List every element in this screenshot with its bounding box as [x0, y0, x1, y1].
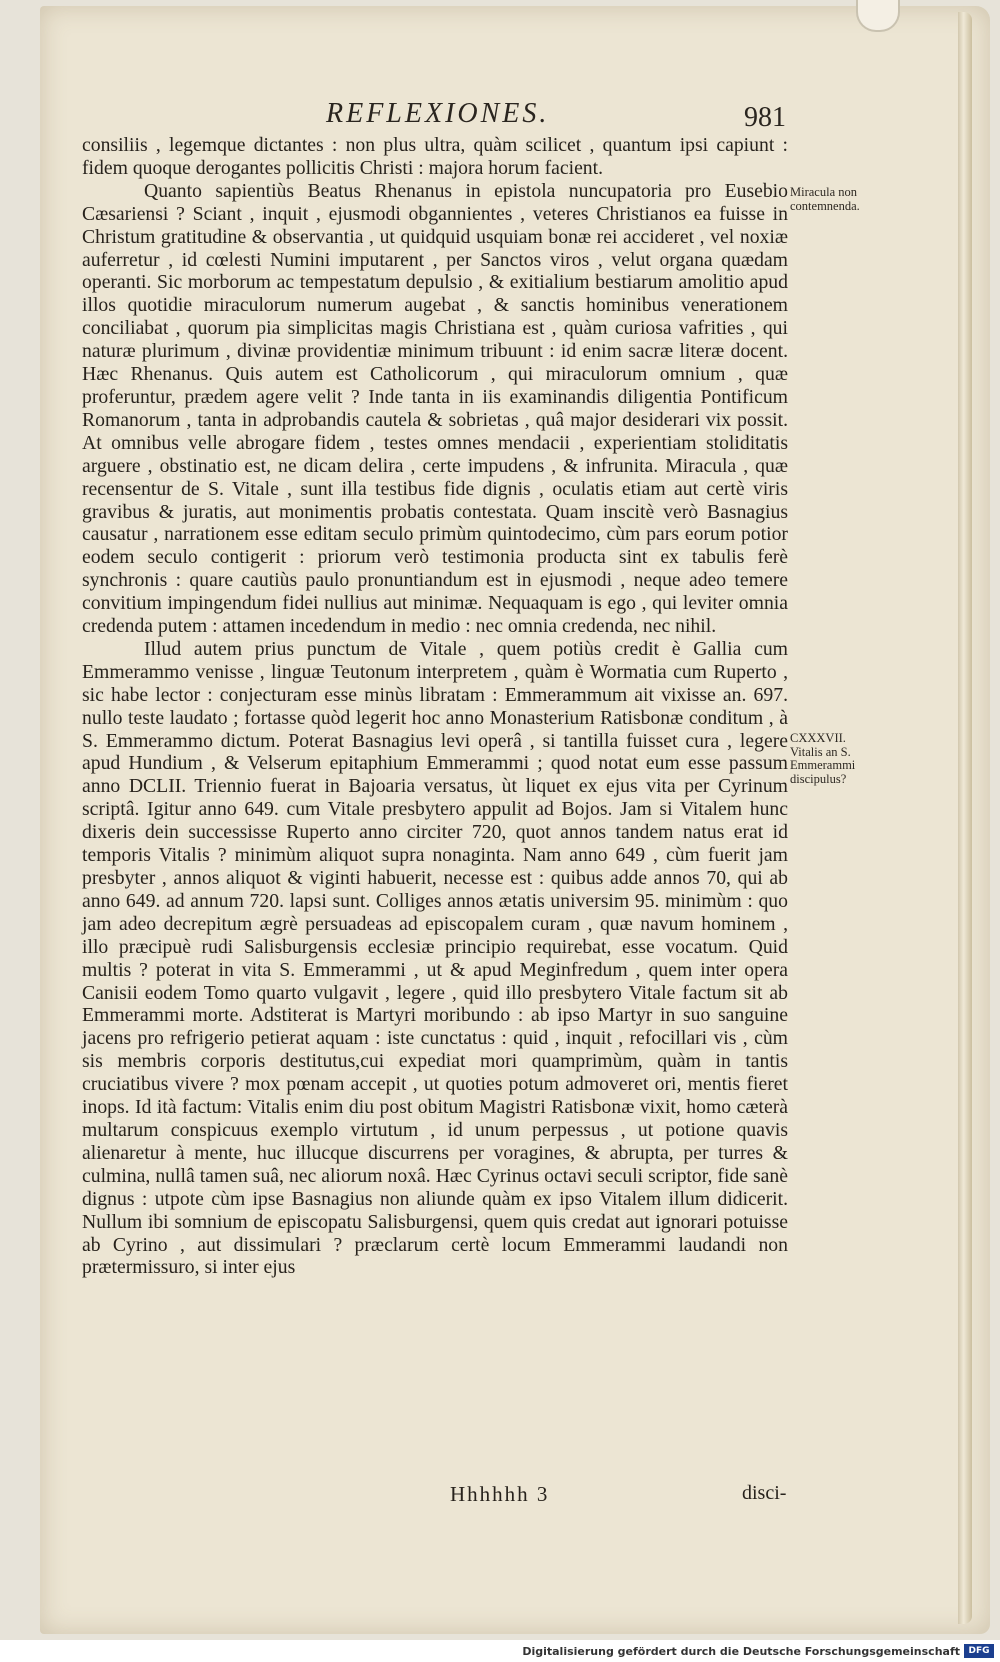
- digitization-footer: [0, 1640, 1000, 1662]
- page-edge: [958, 12, 972, 1624]
- paragraph: consiliis , legemque dictantes : non plus ultra, quàm scilicet , quantum ipsi capiunt : fidem quoque derogantes pollicitis Christi : majora horum facient.: [82, 134, 788, 179]
- catchword: disci-: [742, 1482, 787, 1504]
- running-head: REFLEXIONES.: [326, 98, 550, 129]
- dfg-logo: DFG: [964, 1644, 994, 1658]
- signature-mark: Hhhhhh 3: [450, 1482, 550, 1506]
- credit-text: Digitalisierung gefördert durch die Deutsche Forschungsgemeinschaft: [522, 1645, 960, 1658]
- margin-note: CXXXVII. Vitalis an S. Emmerammi discipulus?: [790, 731, 856, 786]
- page-number: 981: [744, 102, 786, 133]
- paragraph: Illud autem prius punctum de Vitale , quem potiùs credit è Gallia cum Emmerammo venisse , linguæ Teutonum interpretem , quàm è Wormatia cum Ruperto , sic habe lector : conjecturam esse minùs libratam : Emmerammum ait vixisse an. 697. nullo teste laudato ; fortasse quòd legerit hoc anno Monasterium Ratisbonæ conditum , à S. Emmerammo dictum. Poterat Basnagius levi operâ , si tantilla fuisset cura , legere apud Hundium , & Velserum epitaphium Emmerammi ; quod notat eum esse passum anno DCLII. Triennio fuerat in Bajoaria versatus, ùt liquet ex ejus vita per Cyrinum scriptâ. Igitur anno 649. cum Vitale presbytero appulit ad Bojos. Jam si Vitalem hunc dixeris dein successisse Ruperto anno circiter 720, quot annos tandem natus erat id temporis Vitalis ? minimùm aliquot supra nonaginta. Nam anno 649 , cùm fuerit jam presbyter , annos aliquot & viginti habuerit, necesse est : quibus adde annos 70, qui ab anno 649. ad annum 720. lapsi sunt. Colliges annos ætatis universim 95. minimùm : quo jam adeo decrepitum ægrè persuadeas ad episcopalem curam , quæ navum hominem , illo præcipuè rudi Salisburgensis ecclesiæ principio requirebat, esse vocatum. Quid multis ? poterat in vita S. Emmerammi , ut & apud Meginfredum , quem inter opera Canisii eodem Tomo quarto vulgavit , legere , quid illo presbytero Vitale factum sit ab Emmerammi morte. Adstiterat is Martyri moribundo : ab ipso Martyr in suo sanguine jacens pro refrigerio petierat aquam : iste cunctatus : quid , inquit , refocillari vis , cùm sis membris corporis destitutus,cui expediat mori quamprimùm, quàm in tantis cruciatibus vivere ? mox pœnam accepit , ut quoties potum admoveret ori, mentis fieret inops. Id ità factum: Vitalis enim diu post obitum Magistri Ratisbonæ vixit, homo cæterà multarum conspicuus exemplo virtutum , id unum perpessus , ut potione quavis alienaretur à mente, huc illucque discurrens per voragines, & abrupta, per turres & culmina, nullâ tamen suâ, nec aliorum noxâ. Hæc Cyrinus octavi seculi scriptor, fide sanè dignus : utpote cùm ipse Basnagius non aliunde quàm ex ipso Vitalem illum didicerit. Nullum ibi somnium de episcopatu Salisburgensi, quem quis credat aut ignorari potuisse ab Cyrino , aut dissimulari ? præclarum certè locum Emmerammi laudandi non prætermissuro, si inter ejus: [82, 637, 788, 1279]
- margin-note: Miracula non contemnenda.: [790, 185, 860, 213]
- paragraph: Quanto sapientiùs Beatus Rhenanus in epistola nuncupatoria pro Eusebio Cæsariensi ? Sciant , inquit , ejusmodi obgannientes , veteres Christianos ea fuisse in Christum gratitudine & observantia , ut quidquid usquiam bonæ rei accideret , vel noxiæ auferretur , id cœlesti Numini imputarent , per Sanctos viros , velut organa quædam operanti. Sic morborum ac tempestatum depulsio , & exitialium bestiarum amolitio apud illos quotidie miraculorum numerum augebat , & sanctis hominibus venerationem conciliabat , quorum pia simplicitas magis Christiana est , quàm curiosa vafrities , qui naturæ plurimum , divinæ providentiæ minimum tribuunt : id enim sacræ literæ docent. Hæc Rhenanus. Quis autem est Catholicorum , qui miraculorum omnium , quæ proferuntur, prædem agere velit ? Inde tanta in iis examinandis diligentia Pontificum Romanorum , tanta in adprobandis cautela & sobrietas , quâ major desiderari vix possit. At omnibus velle abrogare fidem , testes omnes mendacii , experientiam stoliditatis arguere , obstinatio est, ne dicam delira , certe impudens , & infrunita. Miracula , quæ recensentur de S. Vitale , sunt illa testibus fide dignis , oculatis etiam aut certè viris gravibus & juratis, aut monimentis probatis contestata. Quam inscitè verò Basnagius causatur , narrationem esse editam seculo primùm quintodecimo, cùm pars eorum potior eodem seculo contigerit : priorum verò testimonia producta sint ex tabulis ferè synchronis : quare cautiùs paulo pronuntiandum est in ejusmodi , neque adeo temere convitium impingendum fidei nullius aut minimæ. Nequaquam is ego , qui leviter omnia credenda putem : attamen incedendum in medio : nec omnia credenda, nec nihil.: [82, 179, 788, 638]
- main-text: [82, 134, 788, 1279]
